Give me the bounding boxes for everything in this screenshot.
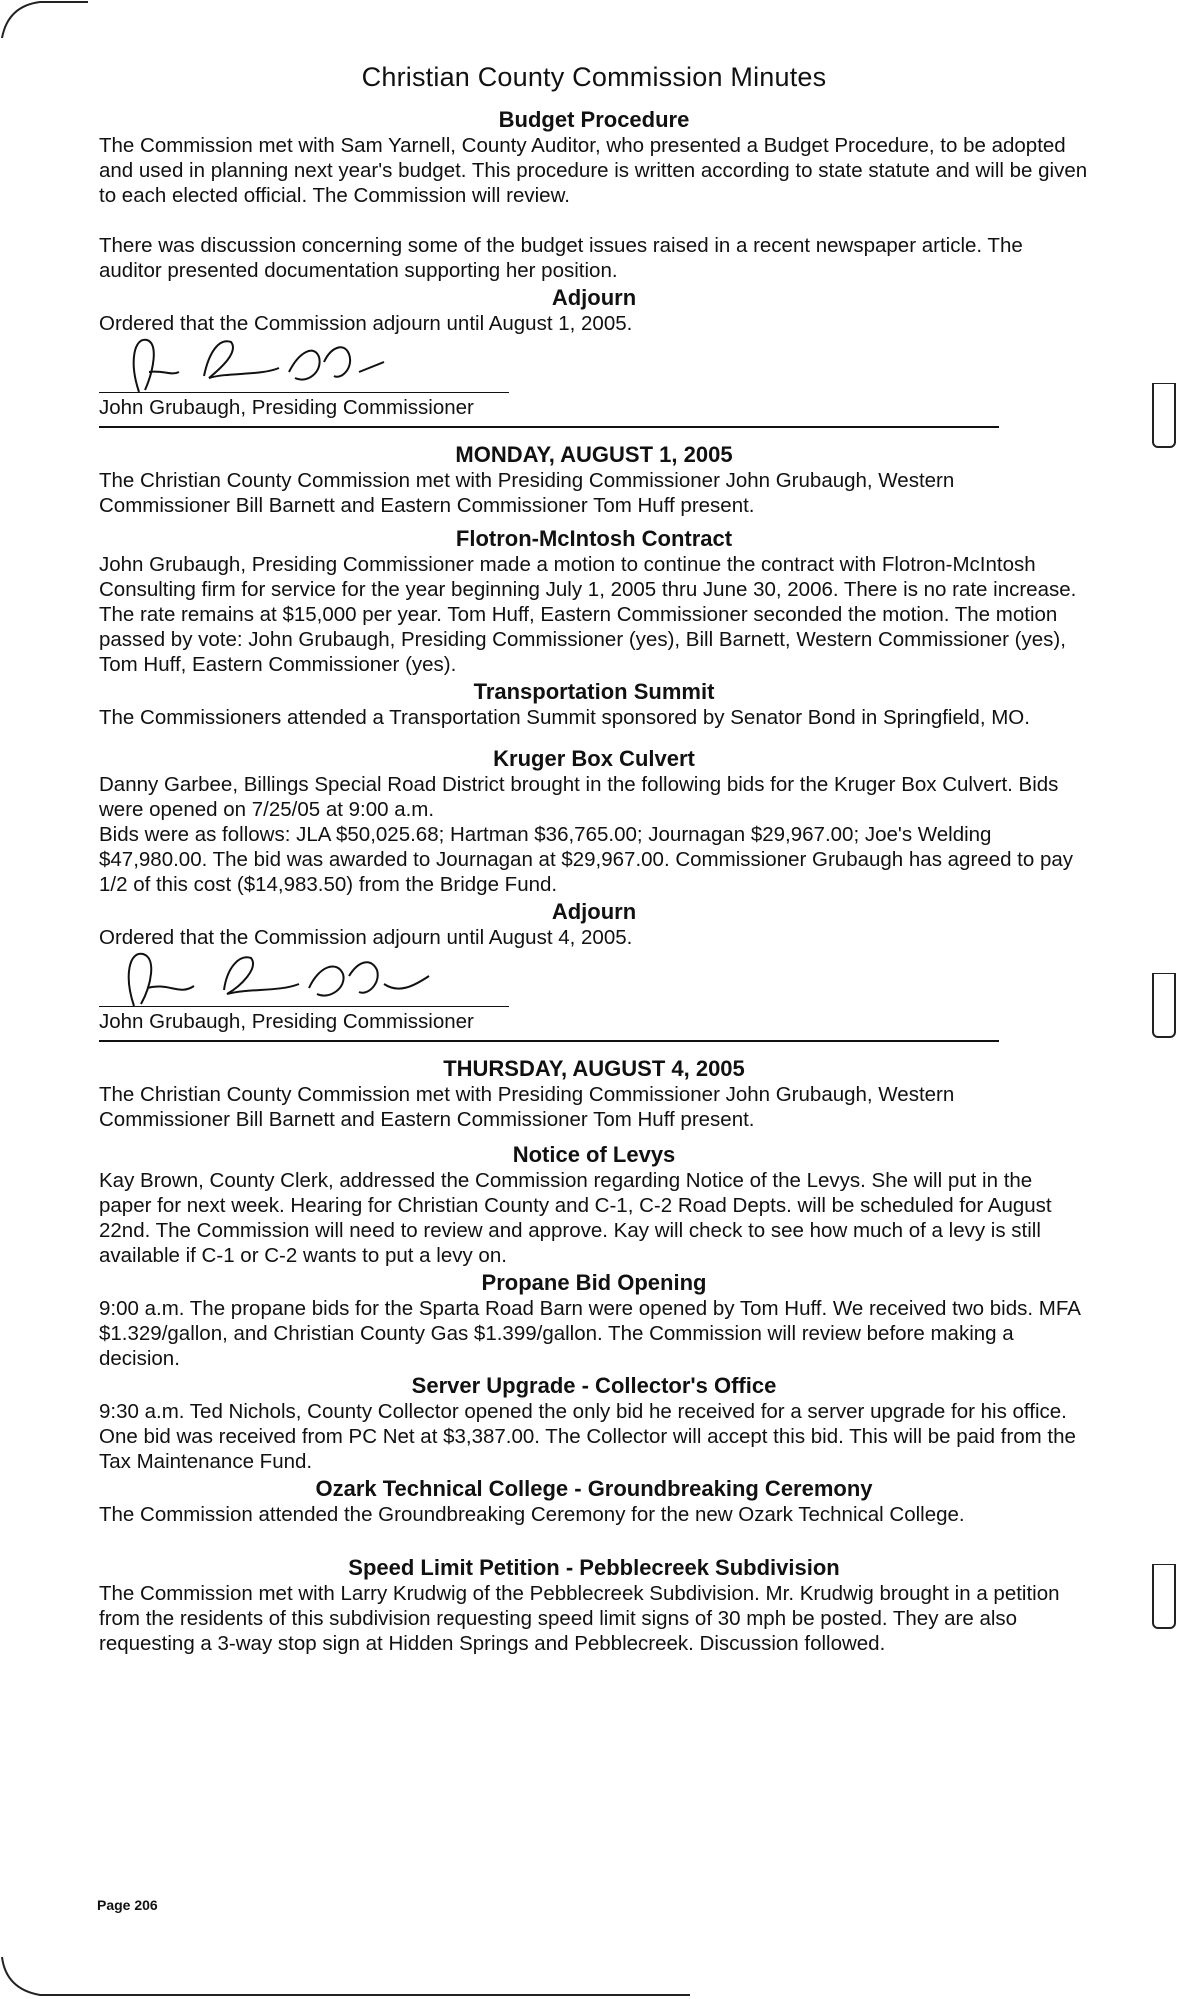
scan-corner-top [0, 0, 90, 40]
aug-1-intro: The Christian County Commission met with Presiding Commissioner John Grubaugh, Western Commissioner Bill Barnett and Eastern Commissioner Tom Huff present. [99, 469, 955, 517]
speed-limit-text: The Commission met with Larry Krudwig of the Pebblecreek Subdivision. Mr. Krudwig brought in a petition from the residents of this subdivision requesting speed limit signs of 30 mph be posted. They are also requesting a 3-way stop sign at Hidden Springs and Pebblecreek. Discussion followed. [99, 1582, 1060, 1655]
section-divider [99, 1040, 999, 1042]
meeting-date-aug-4: THURSDAY, AUGUST 4, 2005 [443, 1056, 745, 1081]
minutes-body [99, 62, 1089, 1656]
adjourn-2-text: Ordered that the Commission adjourn until August 4, 2005. [99, 926, 633, 949]
heading-transportation-summit: Transportation Summit [473, 679, 715, 704]
server-text: 9:30 a.m. Ted Nichols, County Collector opened the only bid he received for a server upgrade for his office. One bid was received from PC Net at $3,387.00. The Collector will accept this bid. This will be paid from the Tax Maintenance Fund. [99, 1400, 1076, 1473]
budget-paragraph-2: There was discussion concerning some of the budget issues raised in a recent newspaper article. The auditor presented documentation supporting her position. [99, 234, 1023, 282]
heading-kruger-box-culvert: Kruger Box Culvert [493, 746, 695, 771]
heading-propane-bid-opening: Propane Bid Opening [481, 1270, 707, 1295]
heading-budget-procedure: Budget Procedure [498, 107, 690, 132]
heading-notice-of-levys: Notice of Levys [512, 1142, 676, 1167]
aug-4-intro: The Christian County Commission met with Presiding Commissioner John Grubaugh, Western Commissioner Bill Barnett and Eastern Commissioner Tom Huff present. [99, 1083, 955, 1131]
transportation-text: The Commissioners attended a Transportation Summit sponsored by Senator Bond in Springfield, MO. [99, 706, 1030, 729]
kruger-paragraph-1: Danny Garbee, Billings Special Road District brought in the following bids for the Kruger Box Culvert. Bids were opened on 7/25/05 at 9:00 a.m. [99, 773, 1059, 821]
heading-speed-limit-petition: Speed Limit Petition - Pebblecreek Subdivision [348, 1555, 840, 1580]
signature-line [99, 1006, 509, 1007]
heading-ozark-technical-college: Ozark Technical College - Groundbreaking Ceremony [315, 1476, 873, 1501]
signer-name: John Grubaugh, Presiding Commissioner [99, 396, 474, 419]
document-title: Christian County Commission Minutes [361, 62, 827, 92]
signature-line [99, 392, 509, 393]
heading-adjourn-1: Adjourn [551, 285, 637, 310]
margin-mark-2 [1152, 973, 1176, 1038]
heading-adjourn-2: Adjourn [551, 899, 637, 924]
propane-text: 9:00 a.m. The propane bids for the Sparta Road Barn were opened by Tom Huff. We received two bids. MFA $1.329/gallon, and Christian County Gas $1.399/gallon. The Commission will review before making a decision. [99, 1297, 1080, 1370]
flotron-text: John Grubaugh, Presiding Commissioner made a motion to continue the contract with Flotron-McIntosh Consulting firm for service for the year beginning July 1, 2005 thru June 30, 2006. There is no rate increase. The rate remains at $15,000 per year. Tom Huff, Eastern Commissioner seconded the motion. The motion passed by vote: John Grubaugh, Presiding Commissioner (yes), Bill Barnett, Western Commissioner (yes), Tom Huff, Eastern Commissioner (yes). [99, 553, 1077, 676]
margin-mark-1 [1152, 383, 1176, 448]
margin-mark-3 [1152, 1564, 1176, 1629]
budget-paragraph-1: The Commission met with Sam Yarnell, County Auditor, who presented a Budget Procedure, to be adopted and used in planning next year's budget. This procedure is written according to state statute and will be given to each elected official. The Commission will review. [99, 134, 1088, 207]
heading-server-upgrade: Server Upgrade - Collector's Office [411, 1373, 777, 1398]
section-divider [99, 426, 999, 428]
adjourn-1-text: Ordered that the Commission adjourn until August 1, 2005. [99, 312, 633, 335]
meeting-date-aug-1: MONDAY, AUGUST 1, 2005 [455, 442, 733, 467]
signature-block-2 [99, 950, 999, 1042]
scan-corner-bottom [0, 1955, 700, 1999]
heading-flotron-contract: Flotron-McIntosh Contract [455, 526, 733, 551]
signer-name: John Grubaugh, Presiding Commissioner [99, 1010, 474, 1033]
levys-text: Kay Brown, County Clerk, addressed the Commission regarding Notice of the Levys. She will put in the paper for next week. Hearing for Christian County and C-1, C-2 Road Depts. will be scheduled for August 22nd. The Commission will need to review and approve. Kay will check to see how much of a levy is still available if C-1 or C-2 wants to put a levy on. [99, 1169, 1052, 1267]
page-number: Page 206 [97, 1897, 158, 1913]
signature-block-1 [99, 336, 999, 428]
kruger-paragraph-2: Bids were as follows: JLA $50,025.68; Hartman $36,765.00; Journagan $29,967.00; Joe's Welding $47,980.00. The bid was awarded to Journagan at $29,967.00. Commissioner Grubaugh has agreed to pay 1/2 of this cost ($14,983.50) from the Bridge Fund. [99, 823, 1074, 896]
ozark-text: The Commission attended the Groundbreaking Ceremony for the new Ozark Technical College. [99, 1503, 965, 1526]
